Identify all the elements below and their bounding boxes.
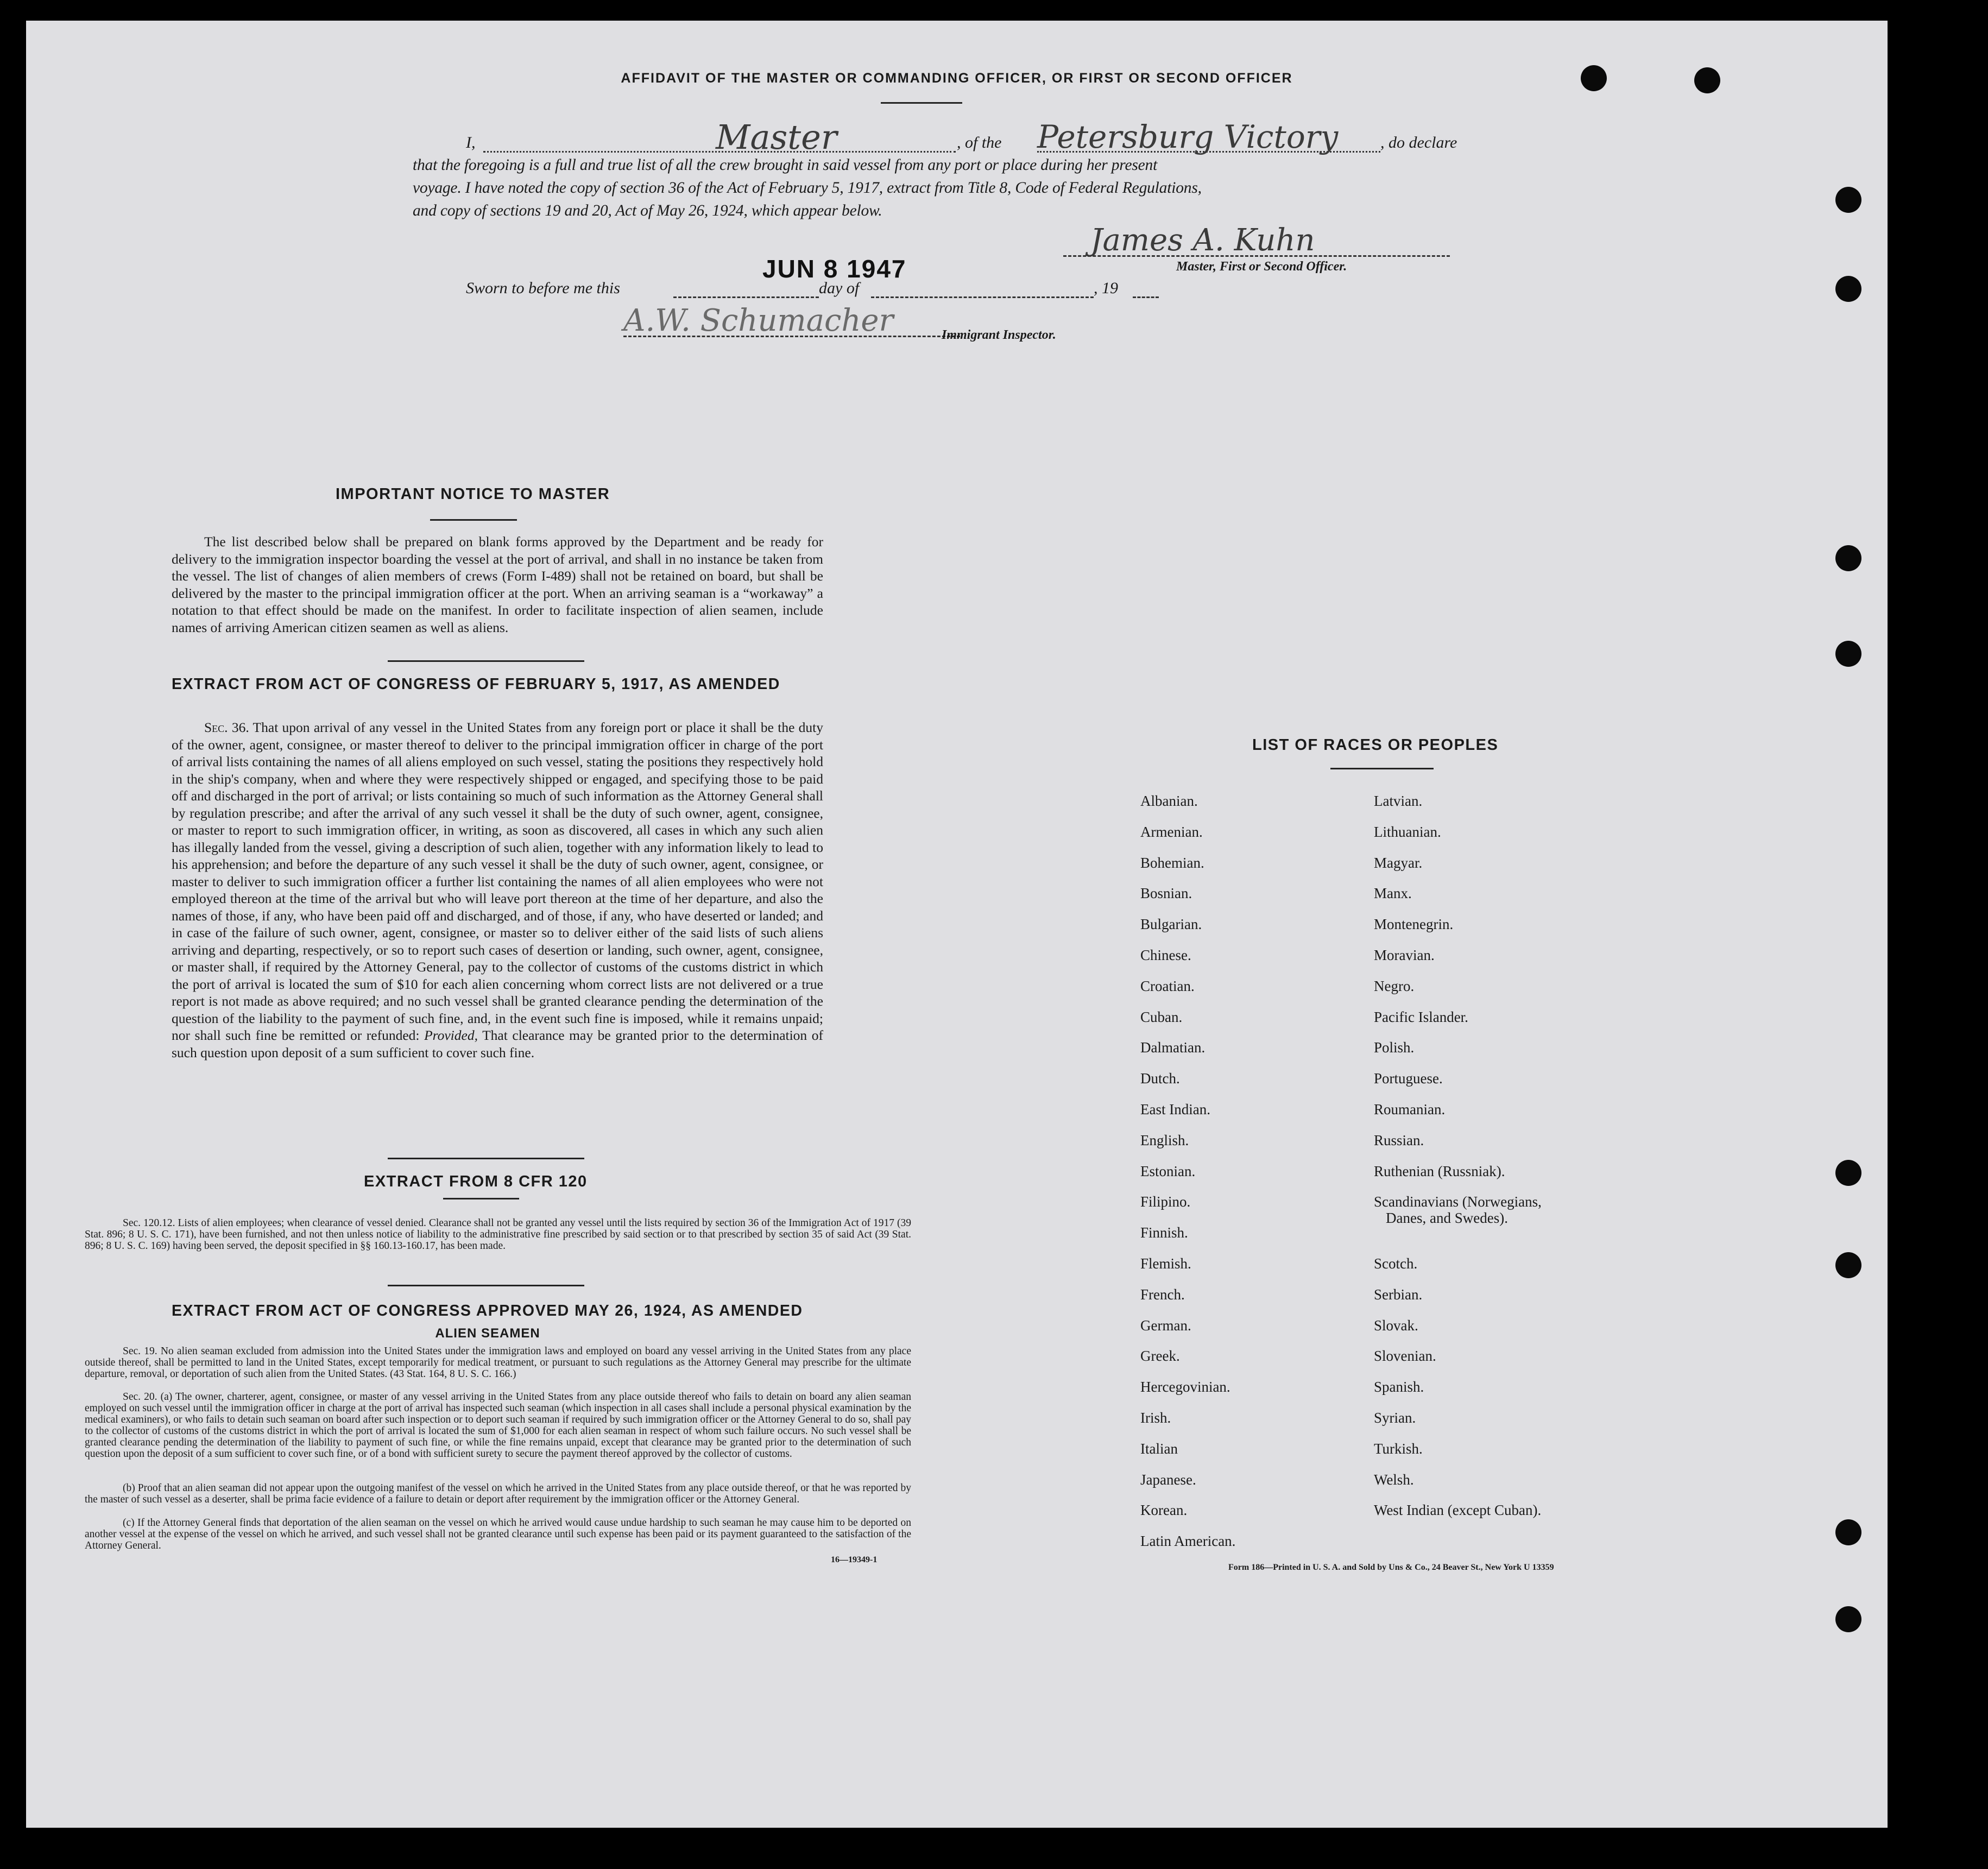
cfr-body: Sec. 120.12. Lists of alien employees; when clearance of vessel denied. Clearance shall not be granted any vessel until the lists required by section 36 of the Immigration Act of 1917 (39 Stat. 896; 8 U. S. C. 171), have been furnished, and not then unless notice of liability to the administrative fine prescribed by said section or to that prescribed by section 35 of said Act (39 Stat. 896; 8 U. S. C. 169) having been served, the deposit specified in §§ 160.13-160.17, has been made. (85, 1217, 911, 1252)
race-right-item: Montenegrin. (1374, 916, 1454, 933)
section-rule (388, 1158, 584, 1159)
extract1917-body (172, 719, 823, 1061)
race-left-item: Bosnian. (1140, 885, 1192, 902)
race-right-item: Moravian. (1374, 947, 1435, 963)
race-right-item: Portuguese. (1374, 1070, 1443, 1087)
provided-text: That clearance may be granted prior to the determination of such question upon deposit of a sum sufficient to cover such fine. (172, 1027, 823, 1060)
sec19-body: Sec. 19. No alien seaman excluded from admission into the United States under the immigration laws and employed on board any vessel arriving in the United States from any place outside thereof, shall be permitted to land in the United States, except temporarily for medical treatment, or pursuant to such regulations as the Attorney General may prescribe for the ultimate departure, removal, or deportation of such alien from the United States. (43 Stat. 164, 8 U. S. C. 166.) (85, 1346, 911, 1380)
sworn-day-dotline (673, 296, 819, 298)
cfr-rule (443, 1198, 519, 1199)
officer-handwritten: Master (716, 117, 837, 157)
race-right-item: Lithuanian. (1374, 823, 1441, 840)
race-right-item: Slovak. (1374, 1317, 1418, 1334)
race-right-item: Manx. (1374, 885, 1412, 902)
date-stamp: JUN 8 1947 (762, 255, 907, 283)
signature-dotline (1063, 255, 1450, 257)
punch-hole (1835, 1519, 1861, 1545)
race-left-item: Greek. (1140, 1348, 1180, 1365)
document-page (26, 21, 1888, 1828)
races-rule (1330, 768, 1434, 769)
alien-seamen-subheading: ALIEN SEAMEN (435, 1326, 540, 1341)
race-right-item: Scandinavians (Norwegians, (1374, 1194, 1542, 1210)
race-left-item: Filipino. (1140, 1194, 1191, 1210)
inspector-dotline (623, 336, 960, 337)
sec20b-body: (b) Proof that an alien seaman did not appear upon the outgoing manifest of the vessel on which he arrived in the United States from any place outside thereof, or that he was reported by the master of such vessel as a deserter, shall be prima facie evidence of a failure to detain or deport after requirement by the immigration officer or the Attorney General. (85, 1482, 911, 1505)
race-left-item: Latin American. (1140, 1533, 1236, 1550)
race-left-item: English. (1140, 1132, 1189, 1148)
race-left-item: Cuban. (1140, 1008, 1183, 1025)
race-left-item: Flemish. (1140, 1255, 1191, 1272)
race-right-item: West Indian (except Cuban). (1374, 1502, 1542, 1519)
provided-label: Provided, (424, 1027, 478, 1043)
affidavit-line-3: and copy of sections 19 and 20, Act of May 26, 1924, which appear below. (413, 202, 882, 219)
punch-hole (1835, 276, 1861, 302)
race-right-item: Spanish. (1374, 1379, 1424, 1396)
race-left-item: Finnish. (1140, 1224, 1188, 1241)
race-left-item: Croatian. (1140, 977, 1195, 994)
affidavit-line-2: voyage. I have noted the copy of section 36 of the Act of February 5, 1917, extract from Title 8, Code of Federal Regulations, (413, 179, 1202, 197)
race-right-item: Danes, and Swedes). (1386, 1210, 1508, 1227)
of-the-label: , of the (957, 134, 1002, 151)
printer-line: Form 186—Printed in U. S. A. and Sold by Uns & Co., 24 Beaver St., New York U 13359 (1228, 1563, 1554, 1572)
race-left-item: German. (1140, 1317, 1191, 1334)
race-left-item: French. (1140, 1286, 1185, 1303)
section-rule (388, 660, 584, 662)
sworn-month-dotline (871, 296, 1094, 298)
race-right-item: Scotch. (1374, 1255, 1418, 1272)
punch-hole (1835, 1160, 1861, 1186)
race-left-item: East Indian. (1140, 1101, 1210, 1117)
affidavit-line-1: that the foregoing is a full and true list of all the crew brought in said vessel from any port or place during her present (413, 156, 1158, 174)
affidavit-i-label: I, (466, 134, 476, 151)
punch-hole (1835, 1606, 1861, 1632)
race-right-item: Polish. (1374, 1039, 1415, 1056)
sec36-text: That upon arrival of any vessel in the United States from any foreign port or place it shall be the duty of the owner, agent, consignee, or master thereof to deliver to the principal immigration officer in charge of the port of arrival lists containing the names of all aliens employed on such vessel, stating the positions they respectively hold in the ship's company, when and where they were respectively shipped or engaged, and specifying those to be paid off and discharged in the port of arrival; or lists containing so much of such information as the Attorney General shall by regulation prescribe; and after the arrival of any such vessel it shall be the duty of such owner, agent, consignee, or master to report to such immigration officer, in writing, as soon as discovered, all cases in which any such alien has illegally landed from the vessel, giving a description of such alien, together with any information likely to lead to his apprehension; and before the departure of any such vessel it shall be the duty of such owner, agent, consignee, or master to deliver to such immigration officer a further list containing the names of all alien employees who were not employed thereon at the time of the arrival but who will leave port thereon at the time of her departure, and also the names of those, if any, who have been paid off and discharged, and of those, if any, who have deserted or landed; and in case of the failure of such owner, agent, consignee, or master so to deliver either of the said lists of such aliens arriving and departing, respectively, or so to report such cases of desertion or landing, such owner, agent, consignee, or master shall, if required by the Attorney General, pay to the collector of customs of the customs district in which the port of arrival is located the sum of $10 for each alien concerning whom correct lists are not delivered or a true report is not made as above required; and no such vessel shall be granted clearance pending the determination of the question of the liability to the payment of such fine, and, in the event such fine is imposed, while it remains unpaid; nor shall such fine be remitted or refunded: (172, 719, 824, 1043)
cfr-heading: EXTRACT FROM 8 CFR 120 (364, 1173, 588, 1190)
race-right-item: Slovenian. (1374, 1348, 1436, 1365)
race-left-item: Albanian. (1140, 793, 1198, 809)
race-right-item: Negro. (1374, 977, 1415, 994)
sec36-label: Sec. 36. (204, 719, 249, 735)
section-rule (388, 1285, 584, 1286)
notice-heading: IMPORTANT NOTICE TO MASTER (336, 485, 610, 503)
inspector-caption: Immigrant Inspector. (942, 328, 1056, 342)
race-left-item: Chinese. (1140, 947, 1191, 963)
sec20a-body: Sec. 20. (a) The owner, charterer, agent, consignee, or master of any vessel arriving in the United States from any place outside thereof who fails to detain on board any alien seaman employed on such vessel until the immigration officer in charge at the port of arrival has inspected such seaman (which inspection in all cases shall include a personal physical examination by the medical examiners), or who fails to detain such seaman on board after such inspection or to deport such seaman if required by such immigration officer or the Attorney General to do so, shall pay to the collector of customs of the customs district in which the port of arrival is located the sum of $1,000 for each alien seaman in respect of whom such failure occurs. No such vessel shall be granted clearance pending the determination of the liability to payment of such fine, or while the fine remains unpaid, except that clearance may be granted prior to the determination of such question upon the deposit of a sum sufficient to cover such fine, or of a bond with sufficient surety to secure the payment thereof approved by the collector of customs. (85, 1391, 911, 1460)
races-heading: LIST OF RACES OR PEOPLES (1252, 736, 1499, 754)
race-left-item: Bohemian. (1140, 854, 1204, 871)
affidavit-title: AFFIDAVIT OF THE MASTER OR COMMANDING OFFICER, OR FIRST OR SECOND OFFICER (621, 71, 1293, 86)
race-left-item: Estonian. (1140, 1163, 1196, 1179)
title-rule (881, 102, 962, 104)
master-signature: James A. Kuhn (1090, 223, 1315, 258)
race-right-item: Latvian. (1374, 793, 1423, 809)
race-left-item: Korean. (1140, 1502, 1188, 1519)
race-left-item: Hercegovinian. (1140, 1379, 1230, 1396)
race-right-item: Russian. (1374, 1132, 1424, 1148)
race-left-item: Japanese. (1140, 1471, 1196, 1488)
punch-hole (1835, 641, 1861, 667)
race-right-item: Turkish. (1374, 1440, 1423, 1457)
year-label: , 19 (1094, 279, 1118, 297)
race-left-item: Italian (1140, 1440, 1178, 1457)
race-left-item: Irish. (1140, 1410, 1171, 1426)
day-of-label: day of (819, 279, 860, 297)
year-dotline (1133, 296, 1159, 298)
sec20c-body: (c) If the Attorney General finds that deportation of the alien seaman on the vessel on which he arrived would cause undue hardship to such seaman he may cause him to be deported on another vessel at the expense of the vessel on which he arrived, and such vessel shall not be granted clearance until such expense has been paid or its payment guaranteed to the satisfaction of the Attorney General. (85, 1517, 911, 1551)
punch-hole (1835, 187, 1861, 213)
inspector-signature: A.W. Schumacher (623, 303, 894, 338)
race-left-item: Dalmatian. (1140, 1039, 1206, 1056)
race-right-item: Welsh. (1374, 1471, 1414, 1488)
punch-hole (1835, 545, 1861, 571)
punch-hole (1835, 1252, 1861, 1278)
notice-body: The list described below shall be prepared on blank forms approved by the Department and be ready for delivery to the immigration inspector boarding the vessel at the port of arrival, and shall in no instance be taken from the vessel. The list of changes of alien members of crews (Form I-489) shall not be retained on board, but shall be delivered by the master to the principal immigration officer at the port. When an arriving seaman is a “workaway” a notation to that effect should be made on the manifest. In order to facilitate inspection of alien seamen, include names of arriving American citizen seamen as well as aliens. (172, 534, 823, 635)
form-code: 16—19349-1 (831, 1555, 878, 1564)
do-declare-label: , do declare (1380, 134, 1457, 151)
extract1917-heading: EXTRACT FROM ACT OF CONGRESS OF FEBRUARY 5, 1917, AS AMENDED (172, 675, 780, 693)
race-right-item: Syrian. (1374, 1410, 1416, 1426)
sworn-label: Sworn to before me this (466, 279, 620, 297)
race-left-item: Dutch. (1140, 1070, 1180, 1087)
vessel-handwritten: Petersburg Victory (1037, 118, 1339, 155)
race-left-item: Armenian. (1140, 823, 1203, 840)
race-right-item: Serbian. (1374, 1286, 1423, 1303)
race-right-item: Magyar. (1374, 854, 1423, 871)
race-right-item: Ruthenian (Russniak). (1374, 1163, 1505, 1179)
race-left-item: Bulgarian. (1140, 916, 1202, 933)
race-right-item: Pacific Islander. (1374, 1008, 1468, 1025)
signature-caption: Master, First or Second Officer. (1176, 260, 1347, 274)
extract1924-heading: EXTRACT FROM ACT OF CONGRESS APPROVED MAY 26, 1924, AS AMENDED (172, 1302, 803, 1319)
notice-rule (430, 519, 517, 521)
race-right-item: Roumanian. (1374, 1101, 1446, 1117)
